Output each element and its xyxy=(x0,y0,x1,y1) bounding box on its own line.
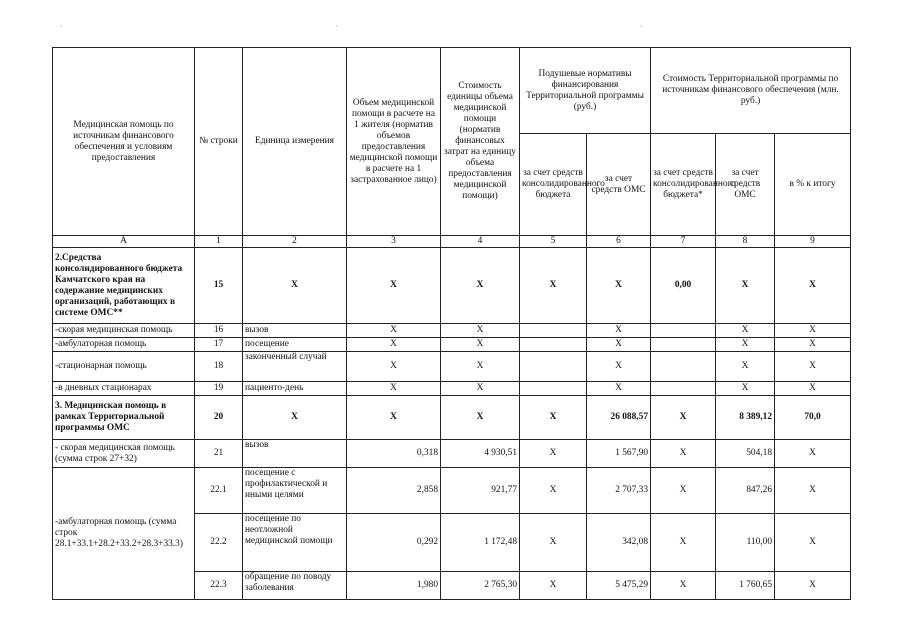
cell-cost-oms: Х xyxy=(716,352,775,382)
cell-percent: Х xyxy=(775,248,851,324)
cell-cost-budget: 0,00 xyxy=(651,248,716,324)
cell-per-capita-budget xyxy=(520,324,587,338)
table-row xyxy=(53,248,851,324)
header-volume: Объем медицинской помощи в расчете на 1 жителя (норматив объемов предоставления медицинской помощи в расчете на 1 застрахованное лицо) xyxy=(347,48,441,236)
cell-volume: 2,858 xyxy=(347,468,441,514)
cell-volume: 1,980 xyxy=(347,572,441,600)
row-unit: посещение по неотложной медицинской помощи xyxy=(243,514,347,572)
row-unit: обращение по поводу заболевания xyxy=(243,572,347,600)
cell-volume: 0,292 xyxy=(347,514,441,572)
row-name: -стационарная помощь xyxy=(53,352,195,382)
cell-volume: Х xyxy=(347,352,441,382)
row-name: -амбулаторная помощь xyxy=(53,338,195,352)
cell-cost-oms: Х xyxy=(716,248,775,324)
cell-cost: Х xyxy=(441,248,520,324)
cell-volume: Х xyxy=(347,338,441,352)
index-cell: 3 xyxy=(347,236,441,248)
cell-cost-budget xyxy=(651,382,716,396)
index-cell: 5 xyxy=(520,236,587,248)
cell-per-capita-oms: Х xyxy=(587,324,651,338)
cell-per-capita-budget: Х xyxy=(520,248,587,324)
table-row xyxy=(53,440,851,468)
cell-cost-budget: Х xyxy=(651,514,716,572)
cell-per-capita-oms: 26 088,57 xyxy=(587,396,651,440)
cell-per-capita-oms: Х xyxy=(587,382,651,396)
header-unit: Единица измерения xyxy=(243,48,347,236)
index-cell: 2 xyxy=(243,236,347,248)
cell-cost: Х xyxy=(441,396,520,440)
cell-percent: Х xyxy=(775,514,851,572)
row-number: 21 xyxy=(195,440,243,468)
cell-percent: Х xyxy=(775,382,851,396)
cell-cost-budget: Х xyxy=(651,468,716,514)
index-cell: 9 xyxy=(775,236,851,248)
table-row xyxy=(53,338,851,352)
header-per-capita: Подушевые нормативы финансирования Территориальной программы (руб.) xyxy=(520,48,651,134)
cell-per-capita-budget xyxy=(520,338,587,352)
cell-per-capita-budget: Х xyxy=(520,514,587,572)
cell-percent: Х xyxy=(775,338,851,352)
scan-speck: · xyxy=(640,22,643,31)
subheader-oms: за счет средств ОМС xyxy=(587,134,651,236)
row-name: -в дневных стационарах xyxy=(53,382,195,396)
row-number: 20 xyxy=(195,396,243,440)
cell-percent: Х xyxy=(775,468,851,514)
cell-per-capita-budget: Х xyxy=(520,440,587,468)
header-row-no: № строки xyxy=(195,48,243,236)
cell-cost-oms: Х xyxy=(716,382,775,396)
cell-cost-oms: Х xyxy=(716,338,775,352)
table-row xyxy=(53,352,851,382)
subheader-budget: за счет средств консолидированного бюджета xyxy=(520,134,587,236)
row-number: 17 xyxy=(195,338,243,352)
row-number: 22.2 xyxy=(195,514,243,572)
cell-cost-oms: Х xyxy=(716,324,775,338)
cell-cost-budget xyxy=(651,338,716,352)
cell-cost-budget xyxy=(651,352,716,382)
cell-per-capita-budget xyxy=(520,382,587,396)
header-program-cost: Стоимость Территориальной программы по источникам финансового обеспечения (млн. руб.) xyxy=(651,48,851,134)
cell-cost: 2 765,30 xyxy=(441,572,520,600)
cell-cost: 921,77 xyxy=(441,468,520,514)
row-name: - скорая медицинская помощь (сумма строк 27+32) xyxy=(53,440,195,468)
cell-cost-budget: Х xyxy=(651,572,716,600)
index-cell: 1 xyxy=(195,236,243,248)
cell-per-capita-oms: Х xyxy=(587,248,651,324)
cell-per-capita-budget xyxy=(520,352,587,382)
row-unit: посещение с профилактической и иными целями xyxy=(243,468,347,514)
cell-percent: Х xyxy=(775,440,851,468)
cell-cost-budget: Х xyxy=(651,440,716,468)
cell-per-capita-budget: Х xyxy=(520,572,587,600)
row-unit: вызов xyxy=(243,440,347,468)
row-name: -скорая медицинская помощь xyxy=(53,324,195,338)
cell-per-capita-oms: 342,08 xyxy=(587,514,651,572)
table-row xyxy=(53,396,851,440)
financing-table xyxy=(52,47,851,600)
cell-cost-budget xyxy=(651,324,716,338)
cell-cost: 4 930,51 xyxy=(441,440,520,468)
row-unit: вызов xyxy=(243,324,347,338)
document-page xyxy=(52,47,850,600)
cell-percent: Х xyxy=(775,572,851,600)
table-row xyxy=(53,382,851,396)
cell-cost-oms: 504,18 xyxy=(716,440,775,468)
cell-volume: Х xyxy=(347,382,441,396)
header-cost: Стоимость единицы объема медицинской помощи (норматив финансовых затрат на единицу объема предоставления медицинской помощи) xyxy=(441,48,520,236)
cell-volume: Х xyxy=(347,324,441,338)
cell-cost-oms: 847,26 xyxy=(716,468,775,514)
cell-per-capita-budget: Х xyxy=(520,396,587,440)
cell-cost: Х xyxy=(441,352,520,382)
header-name: Медицинская помощь по источникам финансового обеспечения и условиям предоставления xyxy=(53,48,195,236)
cell-cost-oms: 1 760,65 xyxy=(716,572,775,600)
row-name-ambulatory: -амбулаторная помощь (сумма строк 28.1+33.1+28.2+33.2+28.3+33.3) xyxy=(53,468,195,600)
cell-cost-budget: Х xyxy=(651,396,716,440)
cell-cost: Х xyxy=(441,382,520,396)
row-number: 15 xyxy=(195,248,243,324)
cell-percent: Х xyxy=(775,352,851,382)
cell-per-capita-budget: Х xyxy=(520,468,587,514)
cell-volume: Х xyxy=(347,248,441,324)
cell-per-capita-oms: Х xyxy=(587,352,651,382)
scan-speck: · xyxy=(335,22,338,31)
cell-per-capita-oms: 2 707,33 xyxy=(587,468,651,514)
row-unit: Х xyxy=(243,396,347,440)
cell-cost-oms: 8 389,12 xyxy=(716,396,775,440)
cell-percent: 70,0 xyxy=(775,396,851,440)
cell-cost: 1 172,48 xyxy=(441,514,520,572)
table-row xyxy=(53,324,851,338)
subheader-percent: в % к итогу xyxy=(775,134,851,236)
row-unit: посещение xyxy=(243,338,347,352)
cell-cost-oms: 110,00 xyxy=(716,514,775,572)
row-number: 16 xyxy=(195,324,243,338)
cell-percent: Х xyxy=(775,324,851,338)
index-cell: 6 xyxy=(587,236,651,248)
subheader-budget-star: за счет средств консолидированного бюджета* xyxy=(651,134,716,236)
row-name: 3. Медицинская помощь в рамках Территориальной программы ОМС xyxy=(53,396,195,440)
row-unit: пациенто-день xyxy=(243,382,347,396)
index-cell: 7 xyxy=(651,236,716,248)
subheader-oms-2: за счет средств ОМС xyxy=(716,134,775,236)
row-number: 18 xyxy=(195,352,243,382)
row-unit: Х xyxy=(243,248,347,324)
cell-per-capita-oms: 5 475,29 xyxy=(587,572,651,600)
row-number: 19 xyxy=(195,382,243,396)
cell-cost: Х xyxy=(441,338,520,352)
row-number: 22.1 xyxy=(195,468,243,514)
row-unit: законченный случай xyxy=(243,352,347,382)
row-number: 22.3 xyxy=(195,572,243,600)
cell-per-capita-oms: 1 567,90 xyxy=(587,440,651,468)
cell-per-capita-oms: Х xyxy=(587,338,651,352)
index-cell: 8 xyxy=(716,236,775,248)
row-name: 2.Средства консолидированного бюджета Камчатского края на содержание медицинских организаций, работающих в системе ОМС** xyxy=(53,248,195,324)
index-cell: А xyxy=(53,236,195,248)
table-row xyxy=(53,468,851,514)
cell-volume: Х xyxy=(347,396,441,440)
cell-cost: Х xyxy=(441,324,520,338)
index-cell: 4 xyxy=(441,236,520,248)
cell-volume: 0,318 xyxy=(347,440,441,468)
scan-speck: · xyxy=(60,22,63,31)
